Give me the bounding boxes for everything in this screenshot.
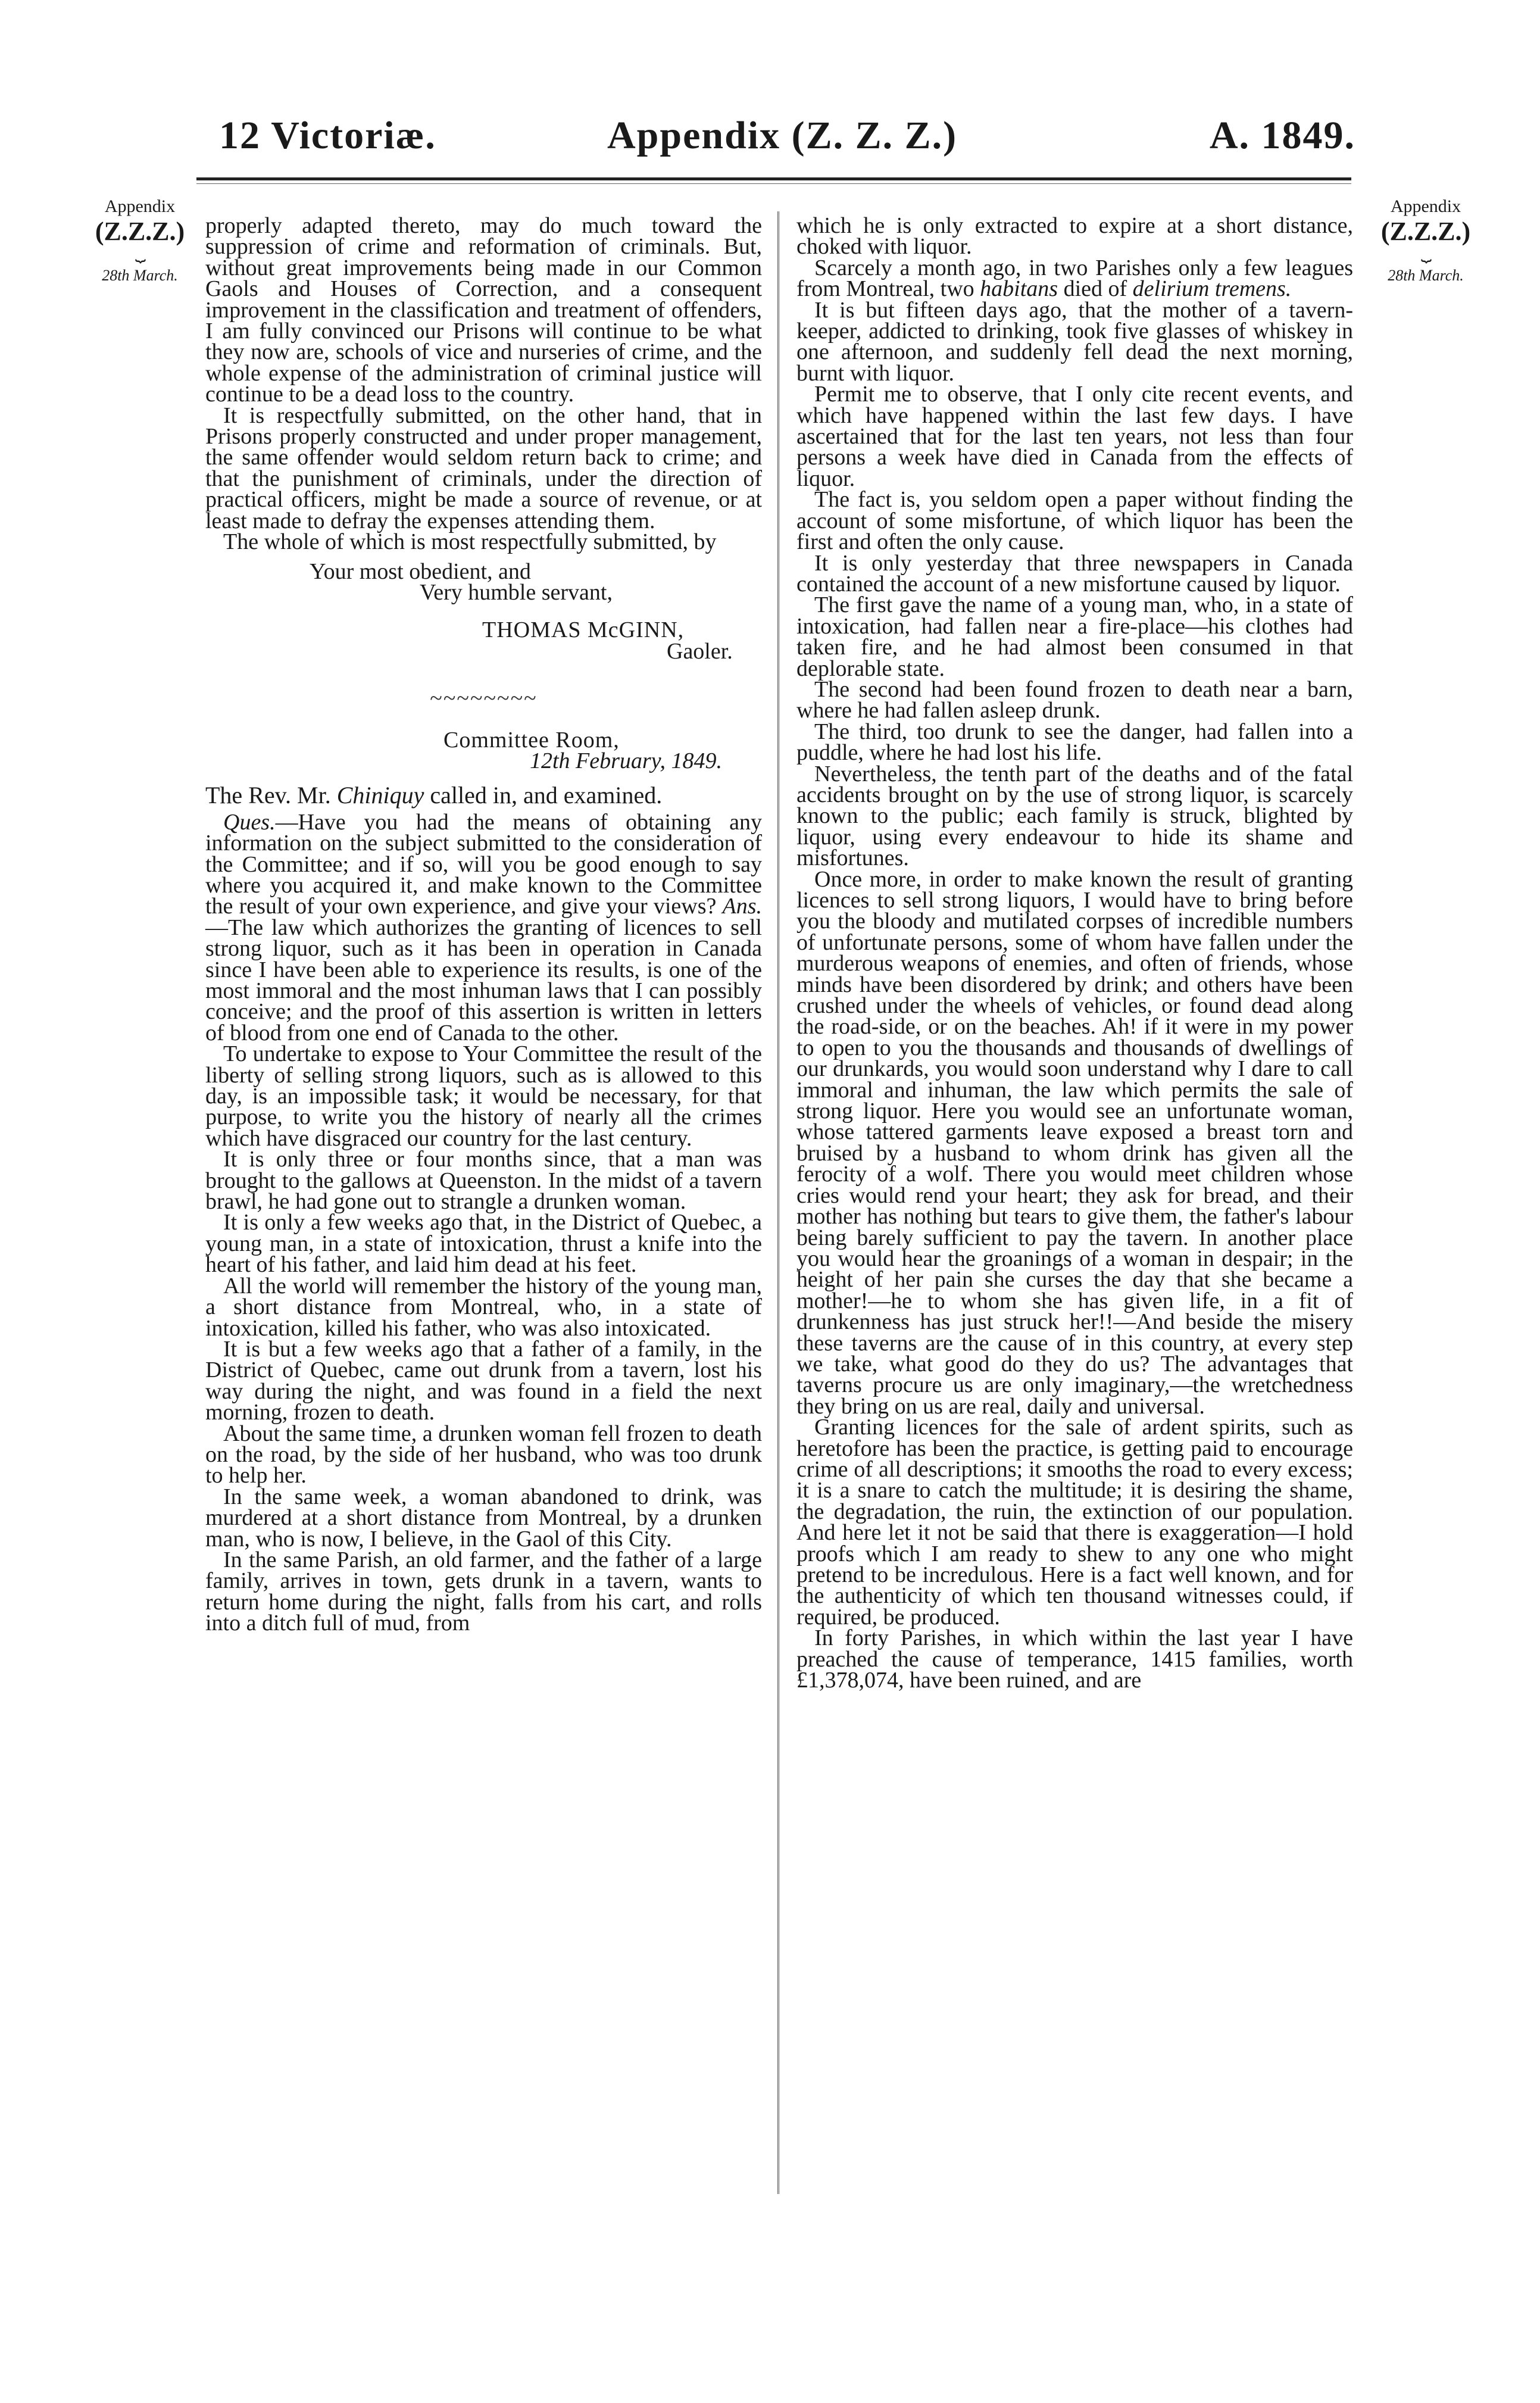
margin-brace: ⏟ [1421, 242, 1430, 262]
paragraph: The third, too drunk to see the danger, had fallen into a puddle, where he had lost his life. [796, 719, 1353, 766]
paragraph: Scarcely a month ago, in two Parishes only a few leagues from Montreal, two habitans died of delirium tremens. [796, 255, 1353, 302]
paragraph: Nevertheless, the tenth part of the deaths and of the fatal accidents brought on by the use of strong liquor, is scarcely known to the public; each family is struck, blighted by liquor, using every endeavour to hide its shame and misfortunes. [796, 761, 1353, 871]
question-answer: Ques.—Have you had the means of obtaining any information on the subject submitted to the consideration of the Committee; and if so, will you be good enough to say where you acquired it, and make known to the Committee the result of your own experience, and give your views? Ans.—The law which authorizes the granting of licences to sell strong liquor, such as it has been in operation in Canada since I have been able to experience its results, is one of the most immoral and the most inhuman laws that I can possibly conceive; and the proof of this assertion is written in letters of blood from one end of Canada to the other. [205, 809, 762, 1046]
paragraph: Permit me to observe, that I only cite recent events, and which have happened within the last few days. I have ascertained that for the last ten years, not less than four persons a week have died in Canada from the effects of liquor. [796, 382, 1353, 491]
paragraph: About the same time, a drunken woman fell frozen to death on the road, by the side of her husband, who was too drunk to help her. [205, 1421, 762, 1488]
paragraph: To undertake to expose to Your Committee the result of the liberty of selling strong liquors, such as is allowed to this day, is an impossible task; it would be necessary, for that purpose, to write you the history of nearly all the crimes which have disgraced our country for the last century. [205, 1041, 762, 1151]
witness-name: Chiniquy [336, 782, 424, 809]
paragraph: It is only three or four months since, that a man was brought to the gallows at Queenston. In the midst of a tavern brawl, he had gone out to strangle a drunken woman. [205, 1147, 762, 1215]
column-divider [777, 211, 779, 2194]
margin-brace: ⏟ [135, 242, 145, 262]
paragraph: Granting licences for the sale of ardent spirits, such as heretofore has been the practice, is getting paid to encourage crime of all descriptions; it smooths the road to every excess; it is a snare to catch the multitude; it is desiring the shame, the degradation, the ruin, the extinction of our population. And here let it not be said that there is exaggeration—I hold proofs which I am ready to shew to any one who might pretend to be incredulous. Here is a fact well known, and for the authenticity of which ten thousand witnesses could, if required, be produced. [796, 1415, 1353, 1630]
answer-label: Ans. [722, 894, 762, 919]
paragraph: The fact is, you seldom open a paper without finding the account of some misfortune, of which liquor has been the first and often the only cause. [796, 487, 1353, 555]
margin-appendix-code: (Z.Z.Z.) [95, 217, 185, 246]
paragraph: It is only yesterday that three newspapers in Canada contained the account of a new misfortune caused by liquor. [796, 550, 1353, 597]
paragraph: It is only a few weeks ago that, in the District of Quebec, a young man, in a state of intoxication, thrust a knife into the heart of his father, and laid him dead at his feet. [205, 1210, 762, 1278]
signature-title: Gaoler. [667, 638, 733, 664]
committee-room: Committee Room, [443, 727, 620, 753]
paragraph: It is respectfully submitted, on the other hand, that in Prisons properly constructed and under proper management, the same offender would seldom return back to crime; and that the punishment of criminals, under the direction of practical officers, might be made a source of revenue, or at least made to defray the expenses attending them. [205, 402, 762, 533]
paragraph: which he is only extracted to expire at a short distance, choked with liquor. [796, 213, 1353, 260]
signature-closing: Your most obedient, and [310, 558, 531, 584]
paragraph: In the same week, a woman abandoned to drink, was murdered at a short distance from Montreal, by a drunken man, who is now, I believe, in the Gaol of this City. [205, 1484, 762, 1552]
page-header [0, 113, 1540, 167]
header-appendix-title: Appendix (Z. Z. Z.) [607, 114, 958, 157]
margin-appendix-label: Appendix [1390, 196, 1461, 216]
signature-block [205, 558, 762, 664]
paragraph: The second had been found frozen to death near a barn, where he had fallen asleep drunk. [796, 676, 1353, 723]
paragraph: It is but fifteen days ago, that the mother of a tavern-keeper, addicted to drinking, took five glasses of whiskey in one afternoon, and suddenly fell dead the next morning, burnt with liquor. [796, 297, 1353, 386]
margin-appendix-code: (Z.Z.Z.) [1380, 217, 1471, 246]
margin-date: 28th March. [102, 267, 178, 284]
margin-note-right [1366, 196, 1485, 285]
paragraph: All the world will remember the history of the young man, a short distance from Montreal, who, in a state of intoxication, killed his father, who was also intoxicated. [205, 1273, 762, 1341]
left-column [205, 213, 762, 1636]
witness-called: The Rev. Mr. Chiniquy called in, and examined. [205, 782, 663, 809]
margin-note-left [83, 196, 196, 285]
paragraph: Once more, in order to make known the result of granting licences to sell strong liquors, I would have to bring before you the bloody and mutilated corpses of incredible numbers of unfortunate persons, some of whom have fallen under the murderous weapons of enemies, and often of friends, whose minds have been disordered by drink; and others have been crushed under the wheels of vehicles, or found dead along the road-side, or on the beaches. Ah! if it were in my power to open to you the thousands and thousands of dwellings of our drunkards, you would soon understand why I dare to call immoral and inhuman, the law which permits the sale of strong liquor. Here you would see an unfortunate woman, whose tattered garments leave exposed a breast torn and bruised by a husband to whom drink has given all the ferocity of a wolf. There you would meet children whose cries would rend your heart; they ask for bread, and their mother has nothing but tears to give them, the father's labour being barely sufficient to pay the tavern. In another place you would hear the groanings of a woman in despair; in the height of her pain she curses the day that she became a mother!—he to whom she has given life, in a fit of drunkenness has just struck her!!—And beside the misery these taverns are the cause of in this country, at every step we take, what good do they do us? The advantages that taverns procure us are only imaginary,—the wretchedness they bring on us are real, daily and universal. [796, 866, 1353, 1419]
margin-date: 28th March. [1388, 267, 1464, 284]
paragraph: In the same Parish, an old farmer, and the father of a large family, arrives in town, gets drunk in a tavern, wants to return home during the night, falls from his cart, and rolls into a ditch full of mud, from [205, 1547, 762, 1636]
section-ornament: ~~~~~~~~ [430, 686, 538, 711]
header-rule [196, 177, 1351, 180]
paragraph: The first gave the name of a young man, who, in a state of intoxication, had fallen near a fire-place—his clothes had taken fire, and he had almost been consumed in that deplorable state. [796, 592, 1353, 681]
right-column [796, 213, 1353, 1693]
signature-closing-2: Very humble servant, [420, 579, 613, 605]
question-label: Ques. [223, 809, 276, 835]
margin-appendix-label: Appendix [104, 196, 176, 216]
signature-name: THOMAS McGINN, [482, 617, 685, 643]
paragraph: In forty Parishes, in which within the last year I have preached the cause of temperance, 1415 families, worth £1,378,074, have been ruined, and are [796, 1625, 1353, 1693]
header-session: 12 Victoriæ. [219, 114, 436, 157]
header-year: A. 1849. [1209, 114, 1355, 157]
paragraph: The whole of which is most respectfully submitted, by [223, 529, 717, 555]
committee-heading [205, 727, 762, 773]
header-rule-thin [196, 183, 1351, 184]
committee-date: 12th February, 1849. [530, 748, 722, 773]
paragraph: It is but a few weeks ago that a father of a family, in the District of Quebec, came out drunk from a tavern, lost his way during the night, and was found in a field the next morning, frozen to death. [205, 1336, 762, 1425]
paragraph: properly adapted thereto, may do much toward the suppression of crime and reformation of criminals. But, without great improvements being made in our Common Gaols and Houses of Correction, and a consequent improvement in the classification and treatment of offenders, I am fully convinced our Prisons will continue to be what they now are, schools of vice and nurseries of crime, and the whole expense of the administration of criminal justice will continue to be a dead loss to the country. [205, 213, 762, 407]
